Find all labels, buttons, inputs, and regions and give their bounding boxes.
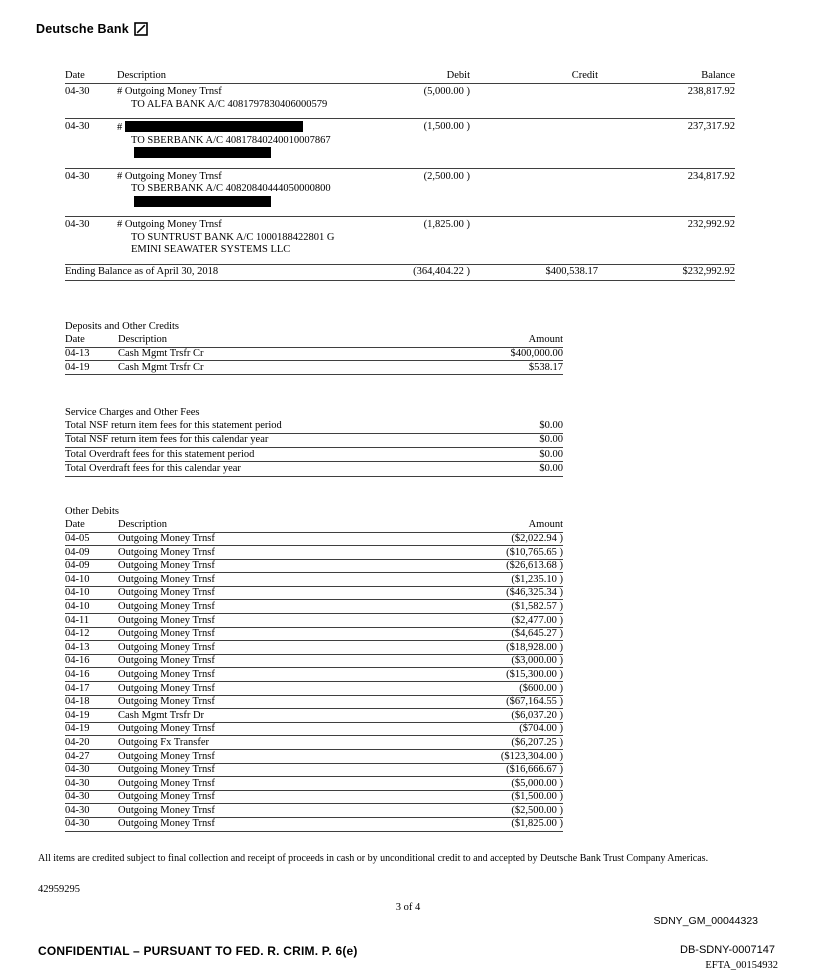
cell-description: Outgoing Money Trnsf	[118, 668, 215, 680]
cell-balance: 234,817.92	[687, 170, 735, 182]
cell-description: Outgoing Money Trnsf	[118, 777, 215, 789]
service-fee-row	[65, 434, 563, 448]
cell-date: 04-19	[65, 723, 90, 735]
cell-date: 04-30	[65, 219, 90, 230]
cell-amount: $538.17	[528, 361, 563, 373]
cell-debit: (2,500.00 )	[423, 170, 470, 182]
other-debit-row	[65, 628, 563, 642]
cell-description: Outgoing Money Trnsf	[118, 641, 215, 653]
other-debit-row	[65, 587, 563, 601]
transaction-row	[65, 217, 735, 265]
description-line	[117, 244, 355, 257]
cell-balance: 238,817.92	[687, 86, 735, 97]
cell-balance: 237,317.92	[687, 121, 735, 132]
other-debit-row	[65, 682, 563, 696]
cell-amount: ($1,825.00 )	[511, 818, 563, 830]
service-fees-section-title: Service Charges and Other Fees	[65, 406, 200, 418]
other-debits-header-row	[65, 519, 563, 533]
cell-date: 04-20	[65, 736, 90, 748]
cell-balance: 232,992.92	[687, 219, 735, 230]
bates-stamp-efta: EFTA_00154932	[705, 960, 778, 971]
col-header-date: Date	[65, 519, 85, 530]
transaction-row	[65, 119, 735, 169]
col-header-balance: Balance	[701, 70, 735, 81]
page-number: 3 of 4	[395, 902, 421, 913]
cell-date: 04-30	[65, 170, 90, 182]
cell-description: Outgoing Money Trnsf	[118, 655, 215, 667]
other-debit-row	[65, 709, 563, 723]
cell-debit: (1,500.00 )	[423, 121, 470, 132]
redaction-bar	[134, 147, 271, 158]
ending-balance-label: Ending Balance as of April 30, 2018	[65, 265, 219, 277]
description-text: TO SBERBANK A/C 40820840444050000800	[131, 183, 331, 194]
cell-amount: ($10,765.65 )	[506, 546, 563, 558]
col-header-date: Date	[65, 334, 85, 345]
cell-description: Outgoing Money Trnsf	[118, 614, 215, 626]
service-fee-row	[65, 420, 563, 434]
cell-credit	[470, 219, 598, 257]
col-header-amount: Amount	[528, 334, 563, 345]
cell-amount: ($67,164.55 )	[506, 696, 563, 708]
cell-credit	[470, 121, 598, 161]
cell-description: Outgoing Money Trnsf	[118, 628, 215, 640]
other-debit-row	[65, 696, 563, 710]
cell-date: 04-13	[65, 641, 90, 653]
collection-note: All items are credited subject to final collection and receipt of proceeds in cash or by unconditional credit to and accepted by Deutsche Bank Trust Company Americas.	[38, 853, 709, 864]
cell-description: Cash Mgmt Trsfr Cr	[118, 361, 204, 373]
cell-amount: ($16,666.67 )	[506, 764, 563, 776]
cell-description: Outgoing Money Trnsf	[118, 533, 215, 544]
other-debits-section	[65, 506, 735, 832]
description-text: # Outgoing Money Trnsf	[117, 86, 222, 97]
cell-date: 04-27	[65, 750, 90, 762]
description-text: # Outgoing Money Trnsf	[117, 219, 222, 230]
cell-date: 04-11	[65, 614, 90, 626]
col-header-description: Description	[118, 519, 167, 530]
cell-description: Outgoing Money Trnsf	[118, 573, 215, 585]
transaction-row	[65, 169, 735, 218]
cell-amount: ($1,235.10 )	[511, 573, 563, 585]
cell-date: 04-13	[65, 348, 90, 359]
description-text: TO ALFA BANK A/C 4081797830406000579	[131, 98, 328, 110]
other-debit-row	[65, 804, 563, 818]
cell-amount: ($1,582.57 )	[511, 600, 563, 612]
cell-description: Outgoing Money Trnsf	[118, 723, 215, 735]
description-line	[117, 121, 355, 135]
other-debits-section-title: Other Debits	[65, 505, 119, 517]
deposit-row	[65, 361, 563, 375]
description-line	[117, 171, 355, 184]
cell-amount: ($2,500.00 )	[511, 804, 563, 816]
cell-amount: ($2,477.00 )	[511, 614, 563, 626]
other-debit-row	[65, 668, 563, 682]
col-header-debit: Debit	[446, 70, 470, 81]
other-debits-table	[65, 519, 563, 832]
transactions-rows	[65, 84, 735, 265]
cell-description: Outgoing Fx Transfer	[118, 736, 210, 748]
cell-amount: ($46,325.34 )	[506, 587, 563, 599]
deposit-row	[65, 348, 563, 362]
fee-label: Total Overdraft fees for this calendar year	[65, 462, 241, 474]
cell-amount: ($123,304.00 )	[500, 750, 563, 762]
cell-credit	[470, 86, 598, 111]
col-header-description: Description	[117, 70, 166, 81]
transactions-header-row	[65, 70, 735, 84]
cell-description: Outgoing Money Trnsf	[118, 682, 215, 694]
fee-amount: $0.00	[539, 420, 563, 432]
other-debit-row	[65, 560, 563, 574]
other-debits-rows	[65, 533, 563, 832]
cell-date: 04-30	[65, 818, 90, 830]
cell-date: 04-12	[65, 628, 90, 640]
service-fees-rows	[65, 420, 563, 477]
description-line	[117, 147, 355, 161]
cell-description: Outgoing Money Trnsf	[118, 750, 215, 762]
cell-amount: $400,000.00	[510, 348, 563, 359]
bank-name: Deutsche Bank	[36, 22, 129, 36]
ending-balance-value: $232,992.92	[682, 265, 735, 277]
transaction-description	[117, 121, 355, 161]
deposits-section	[65, 321, 735, 375]
deposits-section-title: Deposits and Other Credits	[65, 320, 180, 332]
deposits-rows	[65, 348, 563, 375]
ending-debit-total: (364,404.22 )	[413, 265, 470, 277]
ending-credit-total: $400,538.17	[545, 265, 598, 277]
description-line	[117, 232, 355, 245]
cell-date: 04-16	[65, 668, 90, 680]
cell-amount: ($3,000.00 )	[511, 655, 563, 667]
cell-date: 04-19	[65, 709, 90, 721]
cell-amount: ($704.00 )	[519, 723, 563, 735]
cell-date: 04-17	[65, 682, 90, 694]
description-line	[117, 86, 355, 99]
cell-amount: ($15,300.00 )	[506, 668, 563, 680]
transaction-description	[117, 171, 355, 210]
redaction-bar	[125, 121, 303, 132]
cell-date: 04-09	[65, 546, 90, 558]
cell-description: Cash Mgmt Trsfr Dr	[118, 709, 205, 721]
description-line	[117, 135, 355, 148]
col-header-amount: Amount	[528, 519, 563, 530]
fee-label: Total NSF return item fees for this calendar year	[65, 434, 269, 446]
bank-header	[36, 22, 148, 36]
cell-date: 04-18	[65, 696, 90, 708]
transaction-row	[65, 84, 735, 119]
ending-balance-row	[65, 265, 735, 281]
cell-date: 04-30	[65, 791, 90, 803]
cell-description: Cash Mgmt Trsfr Cr	[118, 348, 204, 359]
cell-description: Outgoing Money Trnsf	[118, 804, 215, 816]
cell-date: 04-09	[65, 560, 90, 572]
other-debit-row	[65, 546, 563, 560]
service-fees-section	[65, 407, 735, 477]
fee-amount: $0.00	[539, 462, 563, 474]
document-number: 42959295	[38, 884, 80, 895]
cell-date: 04-30	[65, 121, 90, 132]
cell-amount: ($6,207.25 )	[511, 736, 563, 748]
cell-amount: ($600.00 )	[519, 682, 563, 694]
cell-date: 04-30	[65, 777, 90, 789]
cell-description: Outgoing Money Trnsf	[118, 600, 215, 612]
description-text: TO SUNTRUST BANK A/C 1000188422801 G	[131, 231, 335, 243]
cell-debit: (5,000.00 )	[423, 86, 470, 97]
other-debit-row	[65, 791, 563, 805]
cell-description: Outgoing Money Trnsf	[118, 546, 215, 558]
transaction-description	[117, 86, 355, 111]
statement-body	[65, 70, 735, 832]
cell-date: 04-05	[65, 533, 90, 544]
bates-stamp-db: DB-SDNY-0007147	[680, 944, 775, 956]
cell-date: 04-30	[65, 86, 90, 97]
service-fee-row	[65, 448, 563, 462]
cell-credit	[470, 171, 598, 210]
cell-description: Outgoing Money Trnsf	[118, 587, 215, 599]
redaction-bar	[134, 196, 271, 207]
other-debit-row	[65, 764, 563, 778]
description-text: TO SBERBANK A/C 40817840240010007867	[131, 134, 331, 146]
transaction-description	[117, 219, 355, 257]
other-debit-row	[65, 655, 563, 669]
cell-date: 04-10	[65, 600, 90, 612]
description-text: #	[117, 122, 123, 133]
cell-description: Outgoing Money Trnsf	[118, 764, 215, 776]
other-debit-row	[65, 750, 563, 764]
deposits-header-row	[65, 334, 563, 348]
transactions-table	[65, 70, 735, 281]
description-text: # Outgoing Money Trnsf	[117, 170, 222, 182]
cell-description: Outgoing Money Trnsf	[118, 791, 215, 803]
cell-date: 04-16	[65, 655, 90, 667]
description-line	[117, 99, 355, 112]
cell-amount: ($4,645.27 )	[511, 628, 563, 640]
confidential-notice: CONFIDENTIAL – PURSUANT TO FED. R. CRIM. P. 6(e)	[38, 944, 358, 958]
fee-amount: $0.00	[539, 434, 563, 446]
description-text: EMINI SEAWATER SYSTEMS LLC	[131, 244, 291, 255]
fee-amount: $0.00	[539, 448, 563, 460]
other-debit-row	[65, 600, 563, 614]
other-debit-row	[65, 533, 563, 547]
cell-debit: (1,825.00 )	[423, 219, 470, 230]
description-line	[117, 219, 355, 232]
other-debit-row	[65, 736, 563, 750]
cell-amount: ($2,022.94 )	[511, 533, 563, 544]
fee-label: Total NSF return item fees for this statement period	[65, 420, 282, 432]
cell-description: Outgoing Money Trnsf	[118, 818, 215, 830]
cell-amount: ($18,928.00 )	[506, 641, 563, 653]
col-header-description: Description	[118, 334, 167, 345]
deutsche-bank-logo-icon	[134, 22, 148, 36]
other-debit-row	[65, 573, 563, 587]
other-debit-row	[65, 777, 563, 791]
deposits-table	[65, 334, 563, 375]
other-debit-row	[65, 614, 563, 628]
cell-date: 04-10	[65, 587, 90, 599]
other-debit-row	[65, 818, 563, 832]
description-line	[117, 196, 355, 210]
cell-date: 04-19	[65, 361, 90, 373]
service-fee-row	[65, 462, 563, 476]
cell-amount: ($1,500.00 )	[511, 791, 563, 803]
bates-stamp-sdny: SDNY_GM_00044323	[653, 915, 758, 927]
fee-label: Total Overdraft fees for this statement period	[65, 448, 255, 460]
cell-date: 04-30	[65, 804, 90, 816]
cell-description: Outgoing Money Trnsf	[118, 696, 215, 708]
service-fees-table	[65, 420, 563, 477]
col-header-credit: Credit	[571, 70, 598, 81]
cell-amount: ($6,037.20 )	[511, 709, 563, 721]
cell-description: Outgoing Money Trnsf	[118, 560, 215, 572]
cell-date: 04-10	[65, 573, 90, 585]
description-line	[117, 183, 355, 196]
cell-date: 04-30	[65, 764, 90, 776]
col-header-date: Date	[65, 70, 85, 81]
other-debit-row	[65, 723, 563, 737]
other-debit-row	[65, 641, 563, 655]
cell-amount: ($26,613.68 )	[506, 560, 563, 572]
cell-amount: ($5,000.00 )	[511, 777, 563, 789]
